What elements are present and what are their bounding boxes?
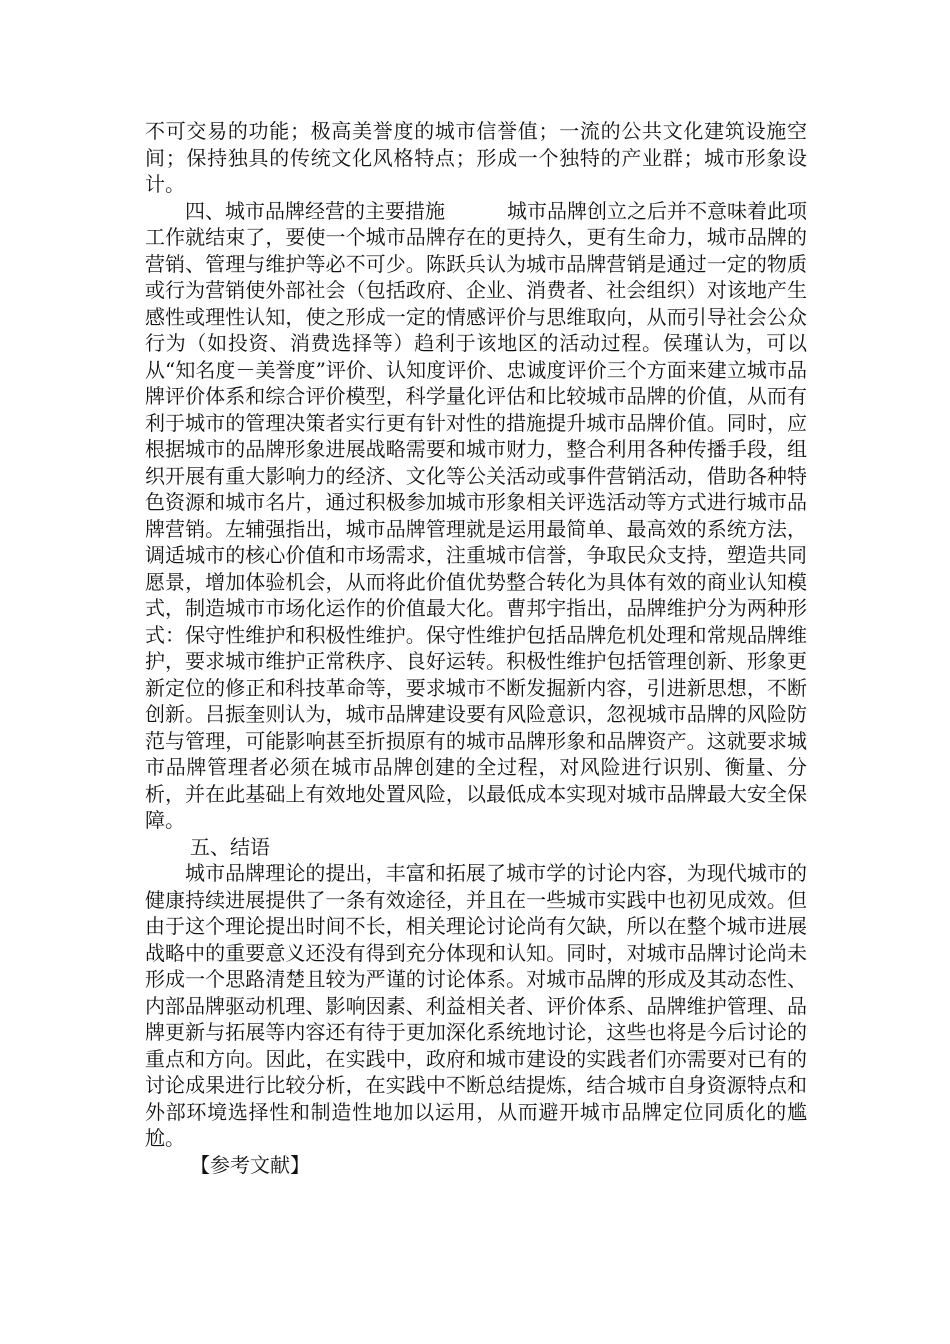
section-5-body: 城市品牌理论的提出，丰富和拓展了城市学的讨论内容，为现代城市的健康持续进展提供了一条有效途径，并且在一些城市实践中也初见成效。但由于这个理论提出时间不长，相关理论讨论尚有欠缺，所以在整个城市进展战略中的重要意义还没有得到充分体现和认知。同时，对城市品牌讨论尚未形成一个思路清楚且较为严谨的讨论体系。对城市品牌的形成及其动态性、内部品牌驱动机理、影响因素、利益相关者、评价体系、品牌维护管理、品牌更新与拓展等内容还有待于更加深化系统地讨论，这些也将是今后讨论的重点和方向。因此，在实践中，政府和城市建设的实践者们亦需要对已有的讨论成果进行比较分析，在实践中不断总结提炼，结合城市自身资源特点和外部环境选择性和制造性地加以运用，从而避开城市品牌定位同质化的尴尬。	[145, 861, 807, 1150]
references-title: 【参考文献】	[190, 1152, 310, 1177]
document-page	[145, 118, 807, 1178]
paragraph-continued: 不可交易的功能；极高美誉度的城市信誉值；一流的公共文化建筑设施空间；保持独具的传统文化风格特点；形成一个独特的产业群；城市形象设计。	[145, 119, 807, 196]
section-5-title: 五、结语	[190, 834, 270, 859]
section-4-paragraph	[145, 198, 807, 834]
section-4-body: 城市品牌创立之后并不意味着此项工作就结束了，要使一个城市品牌存在的更持久，更有生命力，城市品牌的营销、管理与维护等必不可少。陈跃兵认为城市品牌营销是通过一定的物质或行为营销使外部社会（包括政府、企业、消费者、社会组织）对该地产生感性或理性认知，使之形成一定的情感评价与思维取向，从而引导社会公众行为（如投资、消费选择等）趋利于该地区的活动过程。侯瑾认为，可以从“知名度－美誉度”评价、认知度评价、忠诚度评价三个方面来建立城市品牌评价体系和综合评价模型，科学量化评估和比较城市品牌的价值，从而有利于城市的管理决策者实行更有针对性的措施提升城市品牌价值。同时，应根据城市的品牌形象进展战略需要和城市财力，整合利用各种传播手段，组织开展有重大影响力的经济、文化等公关活动或事件营销活动，借助各种特色资源和城市名片，通过积极参加城市形象相关评选活动等方式进行城市品牌营销。左辅强指出，城市品牌管理就是运用最简单、最高效的系统方法，调适城市的核心价值和市场需求，注重城市信誉，争取民众支持，塑造共同愿景，增加体验机会，从而将此价值优势整合转化为具体有效的商业认知模式，制造城市市场化运作的价值最大化。曹邦宇指出，品牌维护分为两种形式：保守性维护和积极性维护。保守性维护包括品牌危机处理和常规品牌维护，要求城市维护正常秩序、良好运转。积极性维护包括管理创新、形象更新定位的修正和科技革命等，要求城市不断发掘新内容，引进新思想，不断创新。吕振奎则认为，城市品牌建设要有风险意识，忽视城市品牌的风险防范与管理，可能影响甚至折损原有的城市品牌形象和品牌资产。这就要求城市品牌管理者必须在城市品牌创建的全过程，对风险进行识别、衡量、分析，并在此基础上有效地处置风险，以最低成本实现对城市品牌最大安全保障。	[145, 198, 807, 832]
section-4-title: 四、城市品牌经营的主要措施	[185, 198, 445, 223]
